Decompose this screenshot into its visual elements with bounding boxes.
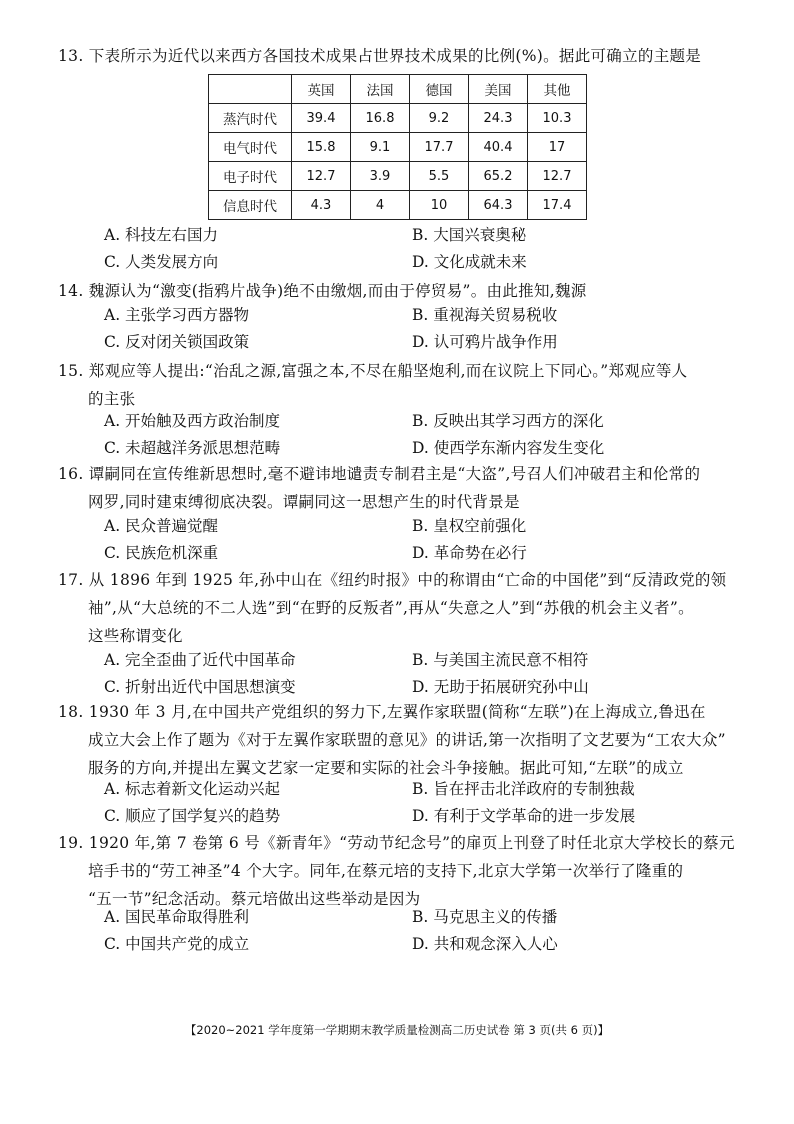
question-15-stem: 15. 郑观应等人提出:“治乱之源,富强之本,不尽在船坚炮利,而在议院上下同心。”郑观应等人 bbox=[58, 362, 688, 380]
option-c: C. 顺应了国学复兴的趋势 bbox=[104, 807, 281, 825]
option-d: D. 革命势在必行 bbox=[412, 544, 527, 562]
table-cell: 64.3 bbox=[469, 191, 528, 220]
question-13 bbox=[58, 42, 710, 70]
table-row-label: 信息时代 bbox=[209, 191, 292, 220]
table-cell: 24.3 bbox=[469, 104, 528, 133]
question-19-stem: 19. 1920 年,第 7 卷第 6 号《新青年》“劳动节纪念号”的扉页上刊登了时任北京大学校长的蔡元 bbox=[58, 834, 735, 852]
table-cell: 39.4 bbox=[292, 104, 351, 133]
question-13-options bbox=[100, 222, 700, 276]
table-header-cell: 美国 bbox=[469, 75, 528, 104]
option-c: C. 未超越洋务派思想范畴 bbox=[104, 439, 281, 457]
option-a: A. 国民革命取得胜利 bbox=[104, 908, 250, 926]
table-header-cell: 英国 bbox=[292, 75, 351, 104]
table-row bbox=[209, 191, 587, 220]
option-a: A. 开始触及西方政治制度 bbox=[104, 412, 281, 430]
option-b: B. 与美国主流民意不相符 bbox=[412, 651, 589, 669]
option-b: B. 反映出其学习西方的深化 bbox=[412, 412, 604, 430]
question-16-stem: 16. 谭嗣同在宣传维新思想时,毫不避讳地谴责专制君主是“大盗”,号召人们冲破君主和伦常的 bbox=[58, 465, 701, 483]
question-14-stem: 14. 魏源认为“激变(指鸦片战争)绝不由缴烟,而由于停贸易”。由此推知,魏源 bbox=[58, 282, 587, 300]
question-18 bbox=[58, 698, 726, 782]
option-c: C. 折射出近代中国思想演变 bbox=[104, 678, 296, 696]
table-row bbox=[209, 133, 587, 162]
option-a: A. 科技左右国力 bbox=[104, 226, 219, 244]
question-18-stem: 18. 1930 年 3 月,在中国共产党组织的努力下,左翼作家联盟(简称“左联”)在上海成立,鲁迅在 bbox=[58, 703, 706, 721]
question-15 bbox=[58, 357, 710, 413]
option-c: C. 反对闭关锁国政策 bbox=[104, 333, 250, 351]
table-cell: 17.7 bbox=[410, 133, 469, 162]
option-c: C. 中国共产党的成立 bbox=[104, 935, 250, 953]
tech-share-table bbox=[208, 74, 587, 220]
table-cell: 16.8 bbox=[351, 104, 410, 133]
option-b: B. 旨在抨击北洋政府的专制独裁 bbox=[412, 780, 635, 798]
question-17-options bbox=[100, 647, 700, 701]
option-b: B. 大国兴衰奥秘 bbox=[412, 226, 527, 244]
question-16 bbox=[58, 460, 710, 516]
question-14-options bbox=[100, 302, 700, 356]
question-16-options bbox=[100, 513, 700, 567]
table-row-label: 蒸汽时代 bbox=[209, 104, 292, 133]
table-row bbox=[209, 104, 587, 133]
option-d: D. 文化成就未来 bbox=[412, 253, 527, 271]
table-header-row bbox=[209, 75, 587, 104]
table-row-label: 电气时代 bbox=[209, 133, 292, 162]
question-15-options bbox=[100, 408, 700, 462]
question-17 bbox=[58, 566, 727, 650]
question-18-options bbox=[100, 776, 700, 830]
question-19 bbox=[58, 829, 735, 913]
option-c: C. 民族危机深重 bbox=[104, 544, 219, 562]
question-18-stem-cont: 成立大会上作了题为《对于左翼作家联盟的意见》的讲话,第一次指明了文艺要为“工农大众” bbox=[88, 731, 726, 749]
table-cell: 4 bbox=[351, 191, 410, 220]
table-cell: 4.3 bbox=[292, 191, 351, 220]
question-14 bbox=[58, 277, 710, 305]
question-13-stem: 13. 下表所示为近代以来西方各国技术成果占世界技术成果的比例(%)。据此可确立的主题是 bbox=[58, 47, 702, 65]
table-header-cell: 德国 bbox=[410, 75, 469, 104]
table-cell: 10.3 bbox=[528, 104, 587, 133]
table-cell: 3.9 bbox=[351, 162, 410, 191]
page-footer: 【2020~2021 学年度第一学期期末教学质量检测高二历史试卷 第 3 页(共 6 页)】 bbox=[184, 1023, 610, 1037]
question-19-stem-cont: 培手书的“劳工神圣”4 个大字。同年,在蔡元培的支持下,北京大学第一次举行了隆重的 bbox=[88, 862, 684, 880]
table-cell: 40.4 bbox=[469, 133, 528, 162]
table-header-cell: 其他 bbox=[528, 75, 587, 104]
table-cell: 10 bbox=[410, 191, 469, 220]
question-18-stem-cont: 服务的方向,并提出左翼文艺家一定要和实际的社会斗争接触。据此可知,“左联”的成立 bbox=[88, 759, 684, 777]
option-a: A. 完全歪曲了近代中国革命 bbox=[104, 651, 296, 669]
option-c: C. 人类发展方向 bbox=[104, 253, 219, 271]
question-19-stem-cont: “五一节”纪念活动。蔡元培做出这些举动是因为 bbox=[88, 890, 421, 908]
table-cell: 15.8 bbox=[292, 133, 351, 162]
table-cell: 9.2 bbox=[410, 104, 469, 133]
table-cell: 12.7 bbox=[528, 162, 587, 191]
option-b: B. 重视海关贸易税收 bbox=[412, 306, 558, 324]
option-d: D. 有利于文学革命的进一步发展 bbox=[412, 807, 636, 825]
option-a: A. 标志着新文化运动兴起 bbox=[104, 780, 281, 798]
option-d: D. 认可鸦片战争作用 bbox=[412, 333, 558, 351]
option-d: D. 共和观念深入人心 bbox=[412, 935, 558, 953]
question-19-options bbox=[100, 904, 700, 958]
option-d: D. 无助于拓展研究孙中山 bbox=[412, 678, 589, 696]
table-cell: 17 bbox=[528, 133, 587, 162]
option-b: B. 马克思主义的传播 bbox=[412, 908, 558, 926]
question-17-stem-cont: 袖”,从“大总统的不二人选”到“在野的反叛者”,再从“失意之人”到“苏俄的机会主义者”。 bbox=[88, 599, 694, 617]
table-row bbox=[209, 162, 587, 191]
table-corner-cell bbox=[209, 75, 292, 104]
question-17-stem: 17. 从 1896 年到 1925 年,孙中山在《纽约时报》中的称谓由“亡命的中国佬”到“反清政党的领 bbox=[58, 571, 727, 589]
question-16-stem-cont: 网罗,同时建束缚彻底决裂。谭嗣同这一思想产生的时代背景是 bbox=[88, 493, 520, 511]
question-15-stem-cont: 的主张 bbox=[88, 390, 136, 408]
table-cell: 65.2 bbox=[469, 162, 528, 191]
option-a: A. 主张学习西方器物 bbox=[104, 306, 250, 324]
option-d: D. 使西学东渐内容发生变化 bbox=[412, 439, 605, 457]
question-17-stem-cont: 这些称谓变化 bbox=[88, 627, 183, 645]
table-row-label: 电子时代 bbox=[209, 162, 292, 191]
table-cell: 5.5 bbox=[410, 162, 469, 191]
table-cell: 12.7 bbox=[292, 162, 351, 191]
option-a: A. 民众普遍觉醒 bbox=[104, 517, 219, 535]
table-header-cell: 法国 bbox=[351, 75, 410, 104]
table-cell: 9.1 bbox=[351, 133, 410, 162]
option-b: B. 皇权空前强化 bbox=[412, 517, 527, 535]
table-cell: 17.4 bbox=[528, 191, 587, 220]
